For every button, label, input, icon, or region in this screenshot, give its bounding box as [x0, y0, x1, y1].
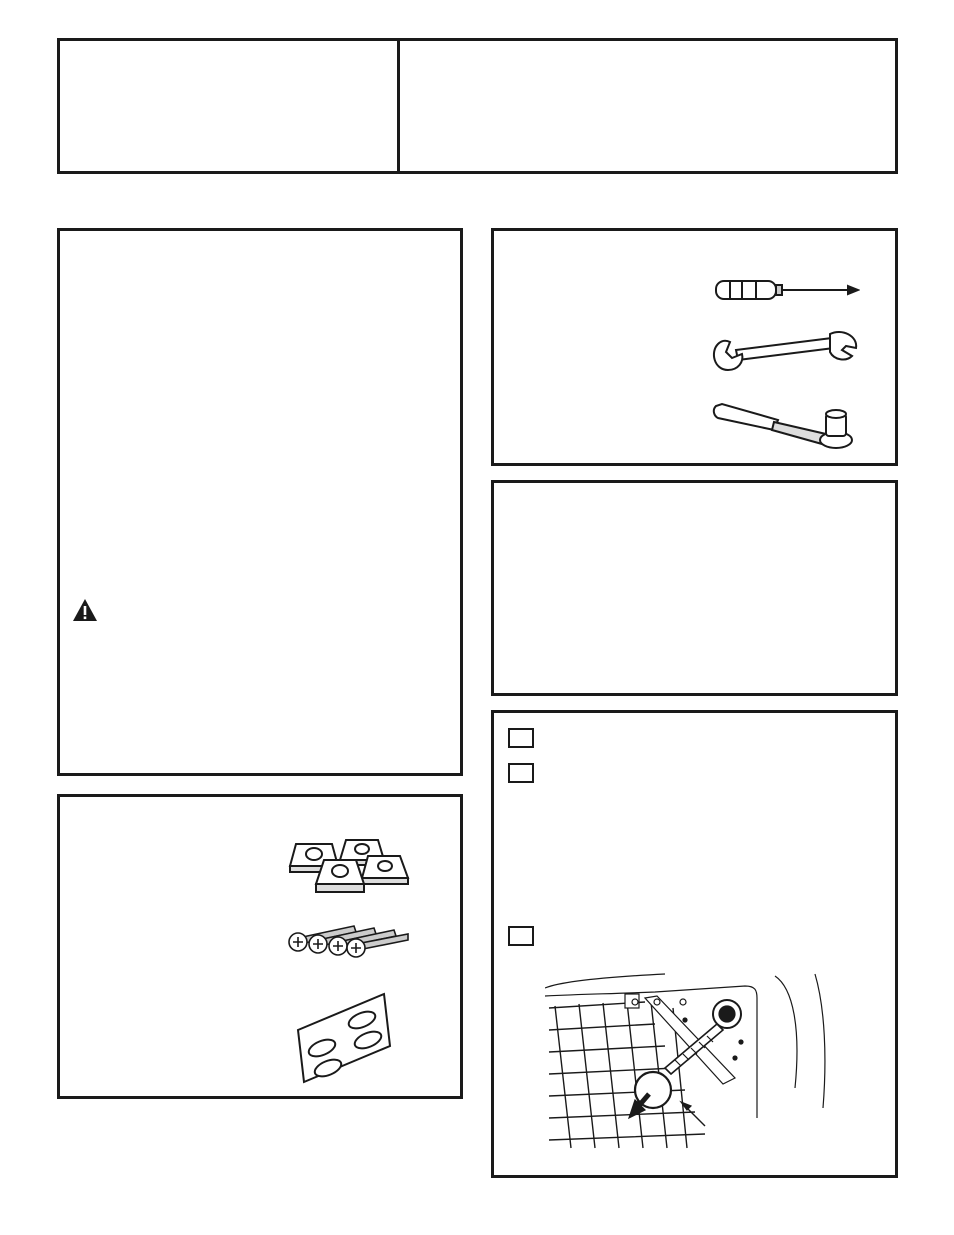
phillips-screwdriver-icon [712, 276, 860, 304]
step-3-checkbox [508, 926, 534, 946]
info-box [491, 480, 898, 696]
hole-cover-plate-icon [294, 990, 394, 1086]
socket-wrench-icon [710, 396, 862, 454]
header-divider [397, 38, 400, 174]
open-end-wrench-icon [710, 330, 860, 378]
shipping-bolt-icon [284, 920, 410, 962]
step-1-checkbox [508, 728, 534, 748]
shipping-bolt-removal-icon [545, 968, 830, 1158]
rubber-foot-pad-icon [284, 832, 414, 900]
warning-section-box [57, 228, 463, 776]
header-box [57, 38, 898, 174]
warning-triangle-icon [72, 598, 98, 622]
step-2-checkbox [508, 763, 534, 783]
